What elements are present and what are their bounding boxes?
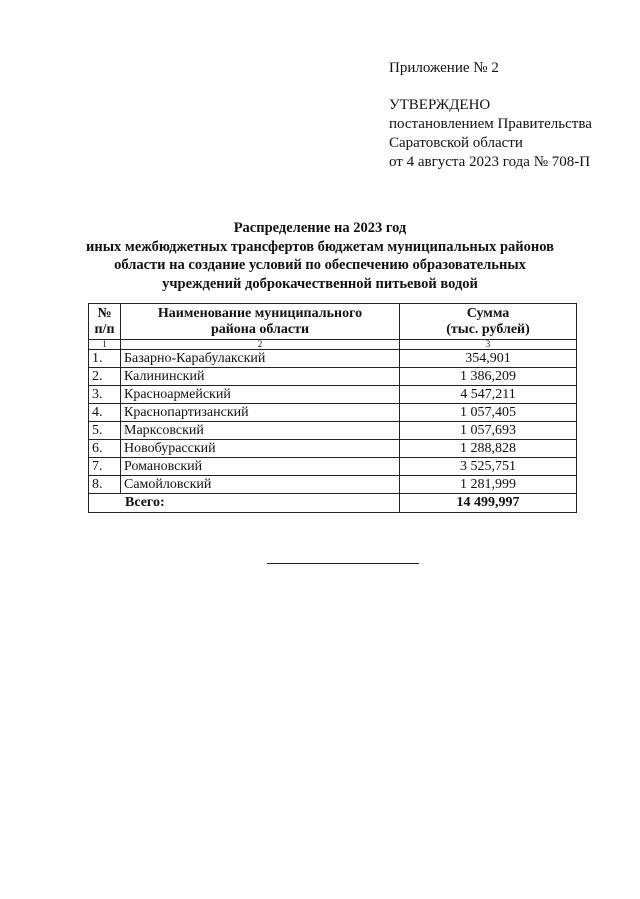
row-name: Краснопартизанский: [121, 404, 400, 422]
header-name-line2: района области: [210, 322, 310, 337]
row-sum: 3 525,751: [400, 458, 577, 476]
total-label: Всего:: [89, 494, 400, 513]
row-num: 3.: [89, 386, 121, 404]
title-line: области на создание условий по обеспечению образовательных: [114, 257, 526, 273]
table-row: [89, 476, 577, 494]
header-num-line1: №: [97, 306, 112, 321]
row-name: Новобурасский: [121, 440, 400, 458]
column-index: 1: [89, 340, 121, 350]
title-line: иных межбюджетных трансфертов бюджетам муниципальных районов: [86, 238, 554, 255]
row-name: Красноармейский: [121, 386, 400, 404]
appendix-label: Приложение № 2: [389, 60, 499, 76]
row-num: 7.: [89, 458, 121, 476]
row-num: 5.: [89, 422, 121, 440]
row-name: Марксовский: [121, 422, 400, 440]
header-num: [89, 304, 121, 340]
row-name: Базарно-Карабулакский: [121, 350, 400, 368]
row-sum: 1 281,999: [400, 476, 577, 494]
row-num: 8.: [89, 476, 121, 494]
table-row: [89, 368, 577, 386]
approval-heading: УТВЕРЖДЕНО: [389, 97, 491, 113]
approval-line: Саратовской области: [389, 135, 523, 151]
table-row: [89, 350, 577, 368]
document-title: [70, 219, 570, 293]
row-sum: 4 547,211: [400, 386, 577, 404]
row-sum: 1 057,693: [400, 422, 577, 440]
header-sum-line2: (тыс. рублей): [446, 322, 530, 337]
title-line: Распределение на 2023 год: [233, 220, 407, 236]
column-index-row: [89, 340, 577, 350]
header-num-line2: п/п: [94, 322, 115, 337]
column-index: 2: [121, 340, 400, 350]
row-num: 2.: [89, 368, 121, 386]
approval-line: от 4 августа 2023 года № 708-П: [389, 154, 591, 170]
row-num: 6.: [89, 440, 121, 458]
table-row: [89, 386, 577, 404]
approval-block: [389, 96, 592, 172]
total-sum: 14 499,997: [400, 494, 577, 513]
header-sum-line1: Сумма: [466, 306, 510, 321]
row-name: Романовский: [121, 458, 400, 476]
row-sum: 354,901: [400, 350, 577, 368]
row-name: Калининский: [121, 368, 400, 386]
row-sum: 1 057,405: [400, 404, 577, 422]
row-sum: 1 386,209: [400, 368, 577, 386]
row-sum: 1 288,828: [400, 440, 577, 458]
closing-rule: [267, 563, 419, 564]
table-header-row: [89, 304, 577, 340]
approval-line: постановлением Правительства: [389, 116, 592, 132]
distribution-table: [88, 303, 577, 513]
header-sum: [400, 304, 577, 340]
column-index: 3: [400, 340, 577, 350]
header-name: [121, 304, 400, 340]
table-row: [89, 440, 577, 458]
table-row: [89, 404, 577, 422]
total-row: [89, 494, 577, 513]
title-line: учреждений доброкачественной питьевой водой: [162, 275, 478, 292]
table-row: [89, 458, 577, 476]
row-name: Самойловский: [121, 476, 400, 494]
row-num: 4.: [89, 404, 121, 422]
table-row: [89, 422, 577, 440]
header-name-line1: Наименование муниципального: [157, 306, 363, 321]
row-num: 1.: [89, 350, 121, 368]
